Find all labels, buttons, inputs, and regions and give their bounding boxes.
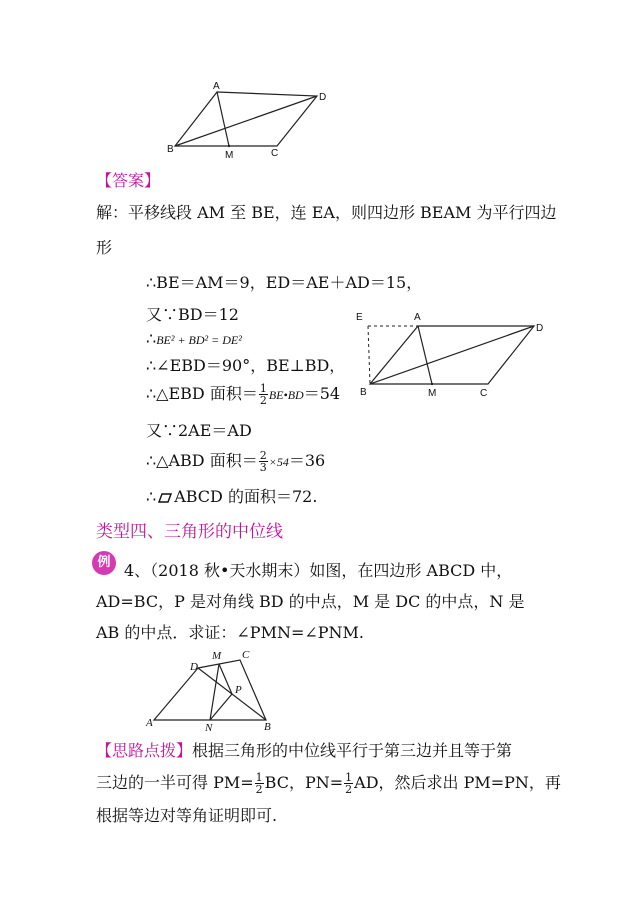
answer-step-6: 又∵2AE＝AD — [146, 421, 252, 440]
section-title: 类型四、三角形的中位线 — [96, 522, 283, 542]
answer-step-2: 又∵BD＝12 — [146, 305, 239, 324]
label-a-3: A — [146, 717, 153, 729]
fraction-half-ad: $\frac{1}{2}$ — [345, 771, 353, 796]
point-m-2 — [431, 383, 433, 385]
label-a-2: A — [414, 312, 421, 323]
label-c-3: C — [242, 649, 250, 661]
figure-parallelogram-2 — [350, 306, 550, 402]
label-a: A — [213, 81, 220, 92]
figure-quadrilateral — [142, 648, 282, 732]
label-c: C — [271, 148, 279, 159]
label-d: D — [319, 92, 327, 103]
answer-step-1: ∴BE＝AM＝9，ED＝AE＋AD＝15， — [146, 273, 423, 292]
label-e: E — [356, 312, 363, 323]
answer-step-5: ∴△EBD 面积＝ $\frac{1}{2}$ BE•BD＝54 — [146, 382, 341, 407]
label-b-2: B — [360, 387, 367, 398]
segment-am — [217, 92, 229, 146]
example-line-2: AD=BC，P 是对角线 BD 的中点，M 是 DC 的中点，N 是 — [96, 592, 525, 611]
fraction-half-bc: $\frac{1}{2}$ — [255, 771, 263, 796]
point-m — [228, 145, 230, 147]
segment-am-2 — [418, 326, 432, 384]
label-m-2: M — [428, 388, 437, 399]
label-b-3: B — [264, 721, 271, 732]
answer-step-7: ∴△ABD 面积＝ $\frac{2}{3}$ ×54＝36 — [146, 449, 326, 474]
hint-line-2: 三边的一半可得 PM= $\frac{1}{2}$ BC，PN= $\frac{1}{2}$ AD，然后求出 PM=PN，再 — [96, 771, 561, 796]
label-n: N — [205, 722, 213, 732]
label-c-2: C — [480, 388, 488, 399]
answer-step-4: ∴∠EBD＝90°，BE⊥BD， — [146, 356, 346, 375]
answer-line-1: 解：平移线段 AM 至 BE，连 EA，则四边形 BEAM 为平行四边 — [96, 203, 557, 222]
fraction-two-thirds: $\frac{2}{3}$ — [259, 449, 267, 474]
quadrilateral-abcd — [154, 660, 266, 720]
hint-line-1: 【思路点拨】根据三角形的中位线平行于第三边并且等于第 — [96, 741, 513, 760]
answer-line-2: 形 — [96, 238, 113, 257]
segment-eb-dashed — [368, 326, 370, 384]
label-d-3: D — [190, 661, 198, 673]
label-m-3: M — [212, 650, 222, 662]
diagonal-bd — [175, 96, 317, 146]
answer-step-8: ∴ ABCD 的面积＝72. — [146, 487, 318, 506]
fraction-one-half: $\frac{1}{2}$ — [259, 382, 267, 407]
example-badge: 例 — [92, 551, 116, 575]
label-b: B — [167, 144, 174, 155]
label-p: P — [235, 684, 242, 696]
example-line-3: AB 的中点．求证：∠PMN=∠PNM. — [96, 623, 365, 642]
figure-parallelogram-1 — [165, 78, 335, 162]
hint-line-3: 根据等边对等角证明即可. — [96, 806, 278, 825]
label-m: M — [225, 150, 234, 161]
hint-tag: 【思路点拨】 — [96, 741, 193, 760]
answer-step-3: ∴BE² + BD² = DE² — [146, 329, 242, 348]
answer-tag: 【答案】 — [96, 171, 161, 190]
example-line-1: 4、（2018 秋•天水期末）如图，在四边形 ABCD 中， — [124, 561, 513, 580]
pythagoras-expr: BE² + BD² = DE² — [156, 333, 242, 347]
parallelogram-icon — [158, 493, 172, 503]
label-d-2: D — [536, 323, 544, 334]
